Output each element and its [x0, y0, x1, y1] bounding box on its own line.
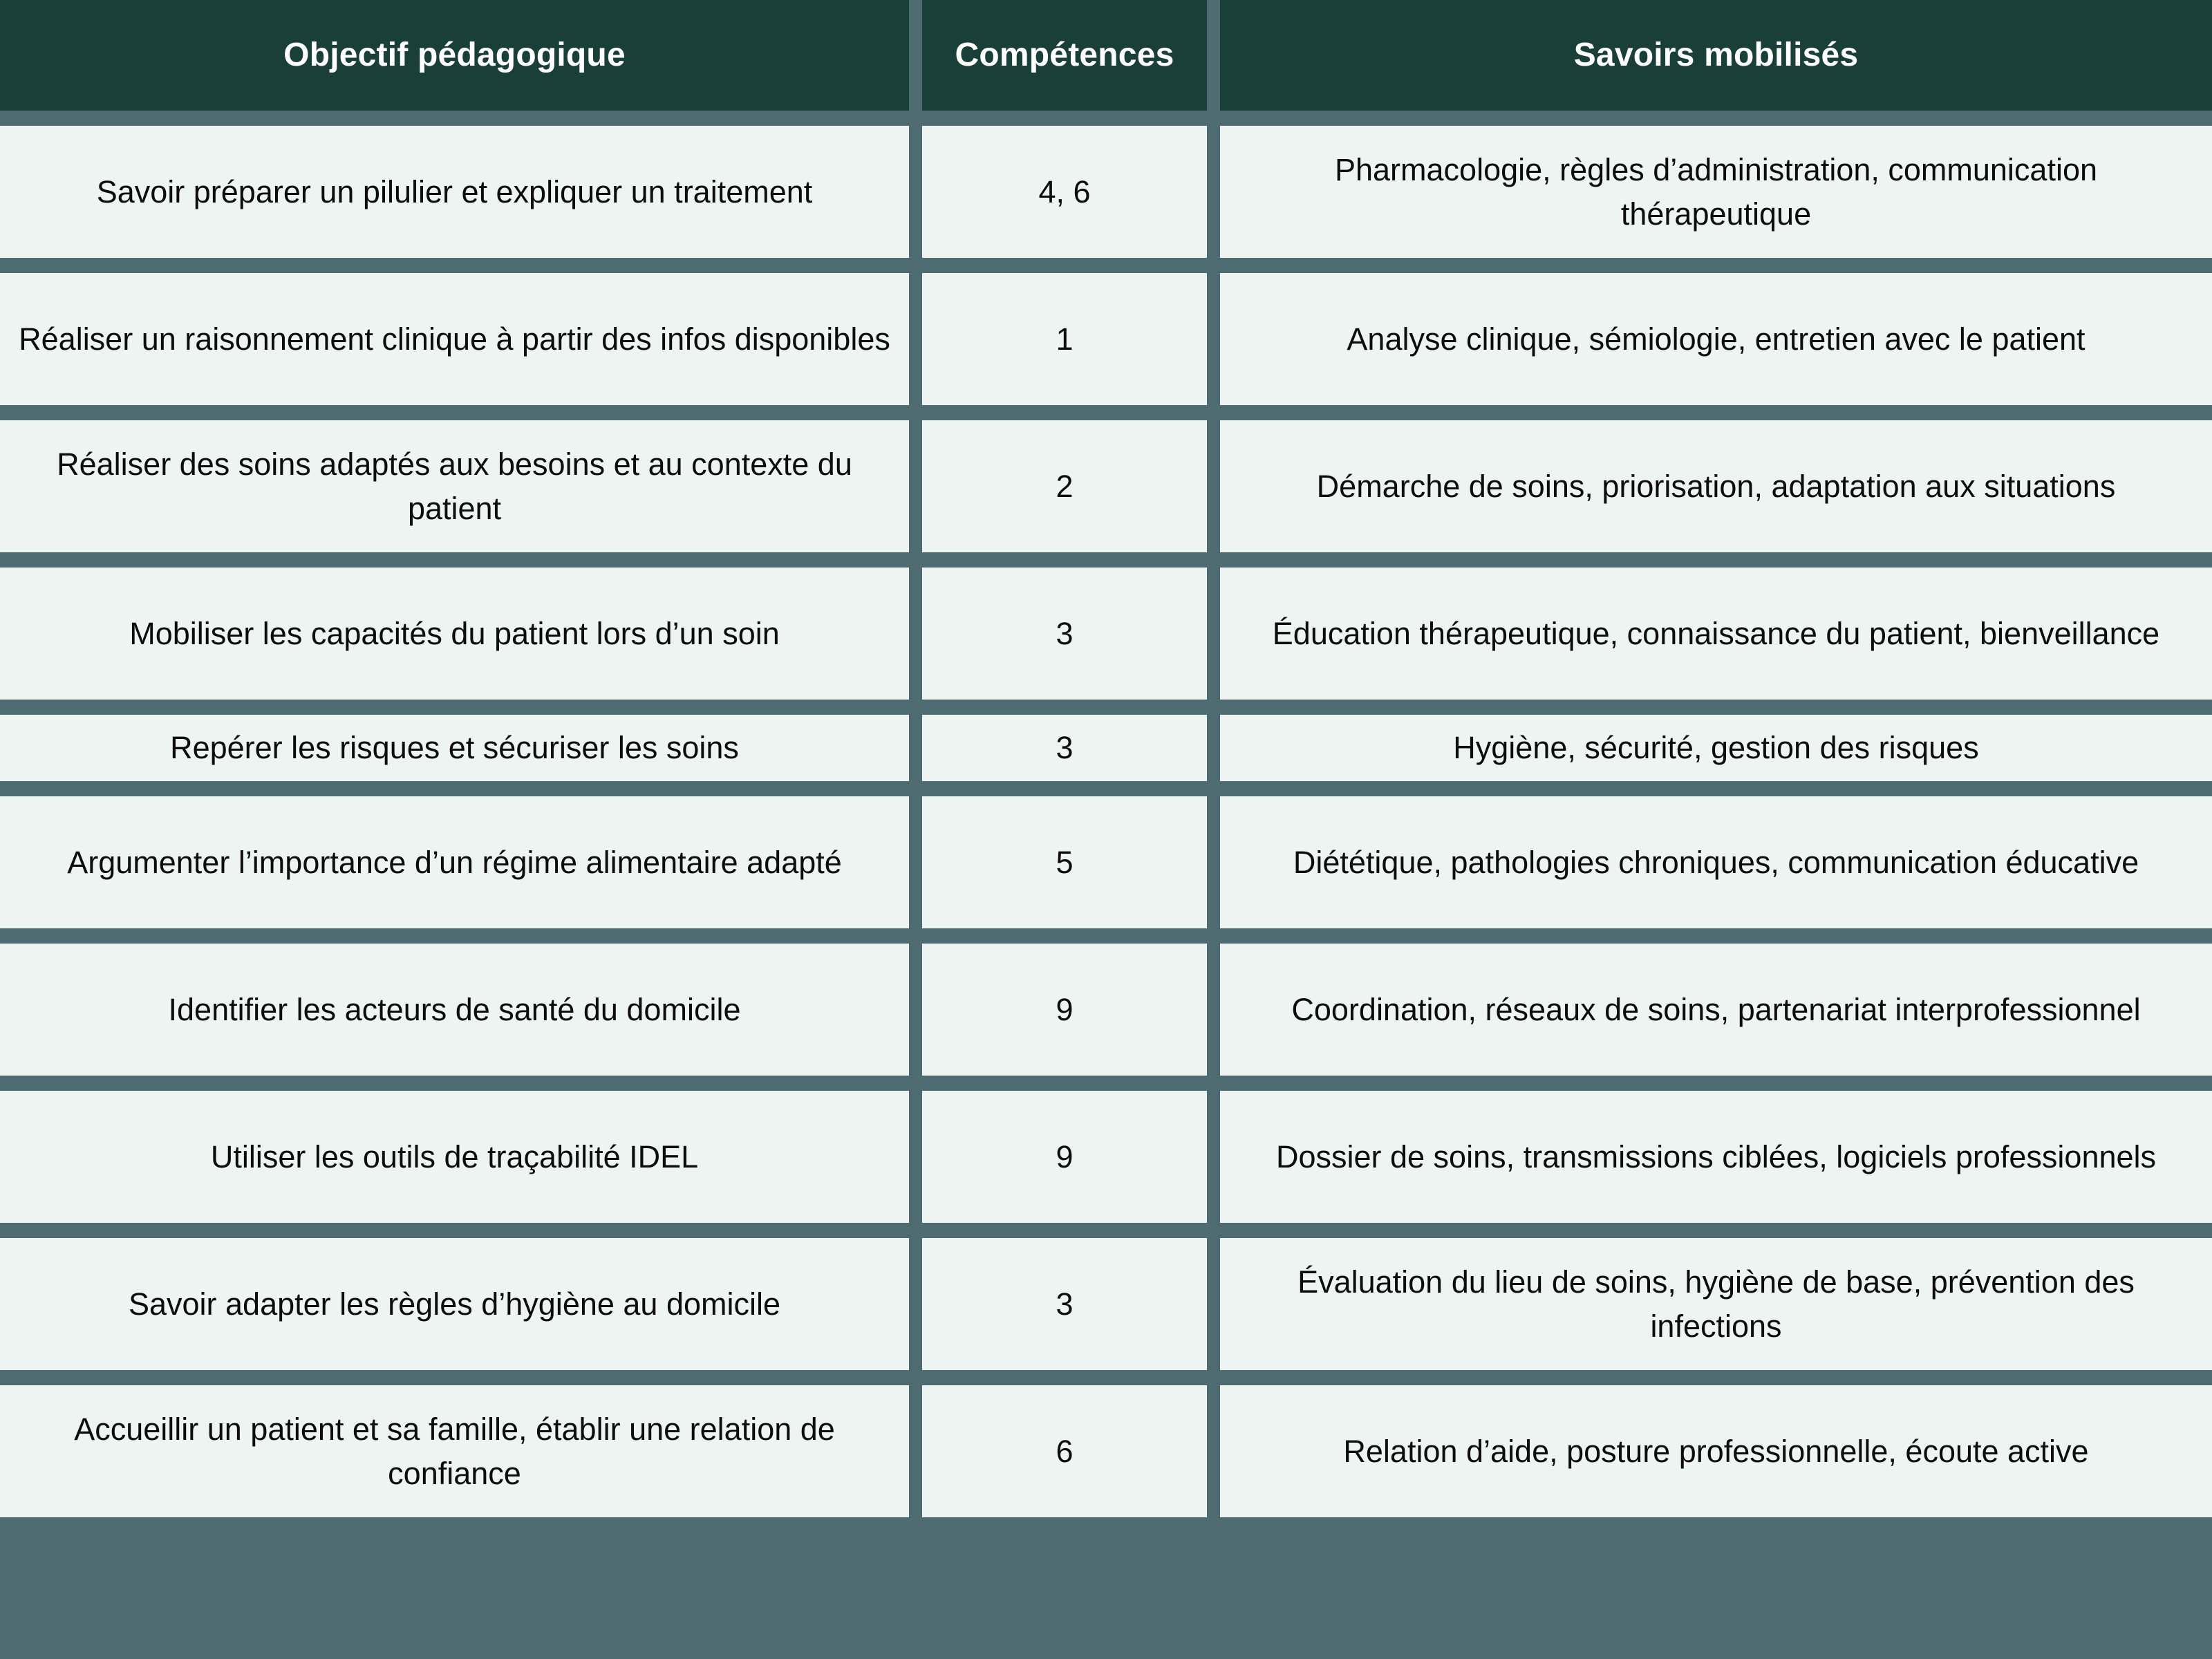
- cell-competences: [922, 796, 1207, 928]
- column-header-competences-label: Compétences: [955, 37, 1174, 74]
- cell-savoirs-text: Pharmacologie, règles d’administration, communication thérapeutique: [1334, 151, 2098, 232]
- cell-competences-text: 9: [1056, 1138, 1074, 1174]
- cell-savoirs-text: Relation d’aide, posture professionnelle, écoute active: [1343, 1433, 2089, 1469]
- column-header-objectif: [0, 0, 909, 111]
- table-body: [0, 126, 2212, 1659]
- cell-objectif-text: Repérer les risques et sécuriser les soins: [170, 730, 739, 766]
- cell-objectif: [0, 1091, 909, 1223]
- cell-competences: [922, 1385, 1207, 1517]
- cell-competences: [922, 944, 1207, 1076]
- cell-objectif-text: Réaliser un raisonnement clinique à partir des infos disponibles: [19, 321, 890, 357]
- cell-objectif-text: Mobiliser les capacités du patient lors d’un soin: [129, 615, 780, 651]
- cell-competences: [922, 126, 1207, 258]
- table-row: [0, 273, 2212, 405]
- cell-savoirs: [1220, 1385, 2212, 1517]
- table-header-row: [0, 0, 2212, 111]
- cell-objectif-text: Utiliser les outils de traçabilité IDEL: [210, 1138, 699, 1174]
- table-row: [0, 944, 2212, 1076]
- cell-savoirs: [1220, 273, 2212, 405]
- cell-savoirs-text: Coordination, réseaux de soins, partenariat interprofessionnel: [1291, 991, 2141, 1027]
- cell-competences-text: 1: [1056, 321, 1074, 357]
- cell-objectif-text: Savoir préparer un pilulier et expliquer un traitement: [96, 174, 813, 209]
- table-row: [0, 1385, 2212, 1517]
- cell-savoirs-text: Analyse clinique, sémiologie, entretien avec le patient: [1347, 321, 2086, 357]
- cell-competences: [922, 1091, 1207, 1223]
- cell-competences-text: 3: [1056, 1286, 1074, 1322]
- cell-competences-text: 3: [1056, 730, 1074, 766]
- cell-competences: [922, 568, 1207, 700]
- cell-objectif: [0, 1385, 909, 1517]
- cell-objectif: [0, 420, 909, 552]
- table-row: [0, 1238, 2212, 1370]
- cell-competences: [922, 420, 1207, 552]
- cell-competences: [922, 273, 1207, 405]
- table-row: [0, 420, 2212, 552]
- cell-savoirs: [1220, 1238, 2212, 1370]
- cell-competences-text: 2: [1056, 468, 1074, 504]
- cell-competences: [922, 715, 1207, 781]
- cell-savoirs: [1220, 1091, 2212, 1223]
- cell-savoirs: [1220, 126, 2212, 258]
- cell-savoirs-text: Évaluation du lieu de soins, hygiène de base, prévention des infections: [1297, 1264, 2135, 1344]
- cell-objectif-text: Savoir adapter les règles d’hygiène au domicile: [128, 1286, 781, 1322]
- cell-savoirs-text: Démarche de soins, priorisation, adaptation aux situations: [1316, 468, 2116, 504]
- table-row: [0, 715, 2212, 781]
- cell-savoirs: [1220, 420, 2212, 552]
- cell-savoirs: [1220, 715, 2212, 781]
- cell-savoirs: [1220, 944, 2212, 1076]
- cell-competences-text: 6: [1056, 1433, 1074, 1469]
- cell-savoirs: [1220, 568, 2212, 700]
- cell-competences-text: 3: [1056, 615, 1074, 651]
- cell-competences-text: 5: [1056, 844, 1074, 880]
- cell-objectif-text: Argumenter l’importance d’un régime alimentaire adapté: [67, 844, 842, 880]
- cell-objectif: [0, 126, 909, 258]
- cell-competences-text: 9: [1056, 991, 1074, 1027]
- cell-objectif: [0, 796, 909, 928]
- column-header-savoirs: [1220, 0, 2212, 111]
- cell-objectif: [0, 944, 909, 1076]
- cell-savoirs: [1220, 796, 2212, 928]
- cell-objectif-text: Accueillir un patient et sa famille, établir une relation de confiance: [74, 1411, 835, 1491]
- cell-objectif-text: Réaliser des soins adaptés aux besoins et au contexte du patient: [57, 446, 852, 526]
- table-row: [0, 126, 2212, 258]
- cell-objectif: [0, 568, 909, 700]
- cell-savoirs-text: Éducation thérapeutique, connaissance du patient, bienveillance: [1272, 615, 2160, 651]
- table-row: [0, 568, 2212, 700]
- table-row: [0, 796, 2212, 928]
- cell-savoirs-text: Hygiène, sécurité, gestion des risques: [1453, 730, 1979, 766]
- cell-competences: [922, 1238, 1207, 1370]
- cell-objectif-text: Identifier les acteurs de santé du domicile: [168, 991, 741, 1027]
- column-header-savoirs-label: Savoirs mobilisés: [1573, 37, 1859, 74]
- cell-objectif: [0, 273, 909, 405]
- table-row: [0, 1091, 2212, 1223]
- cell-competences-text: 4, 6: [1038, 174, 1091, 209]
- cell-savoirs-text: Dossier de soins, transmissions ciblées, logiciels professionnels: [1275, 1138, 2157, 1174]
- cell-savoirs-text: Diététique, pathologies chroniques, communication éducative: [1293, 844, 2139, 880]
- cell-objectif: [0, 715, 909, 781]
- column-header-competences: [922, 0, 1207, 111]
- cell-objectif: [0, 1238, 909, 1370]
- column-header-objectif-label: Objectif pédagogique: [283, 37, 626, 74]
